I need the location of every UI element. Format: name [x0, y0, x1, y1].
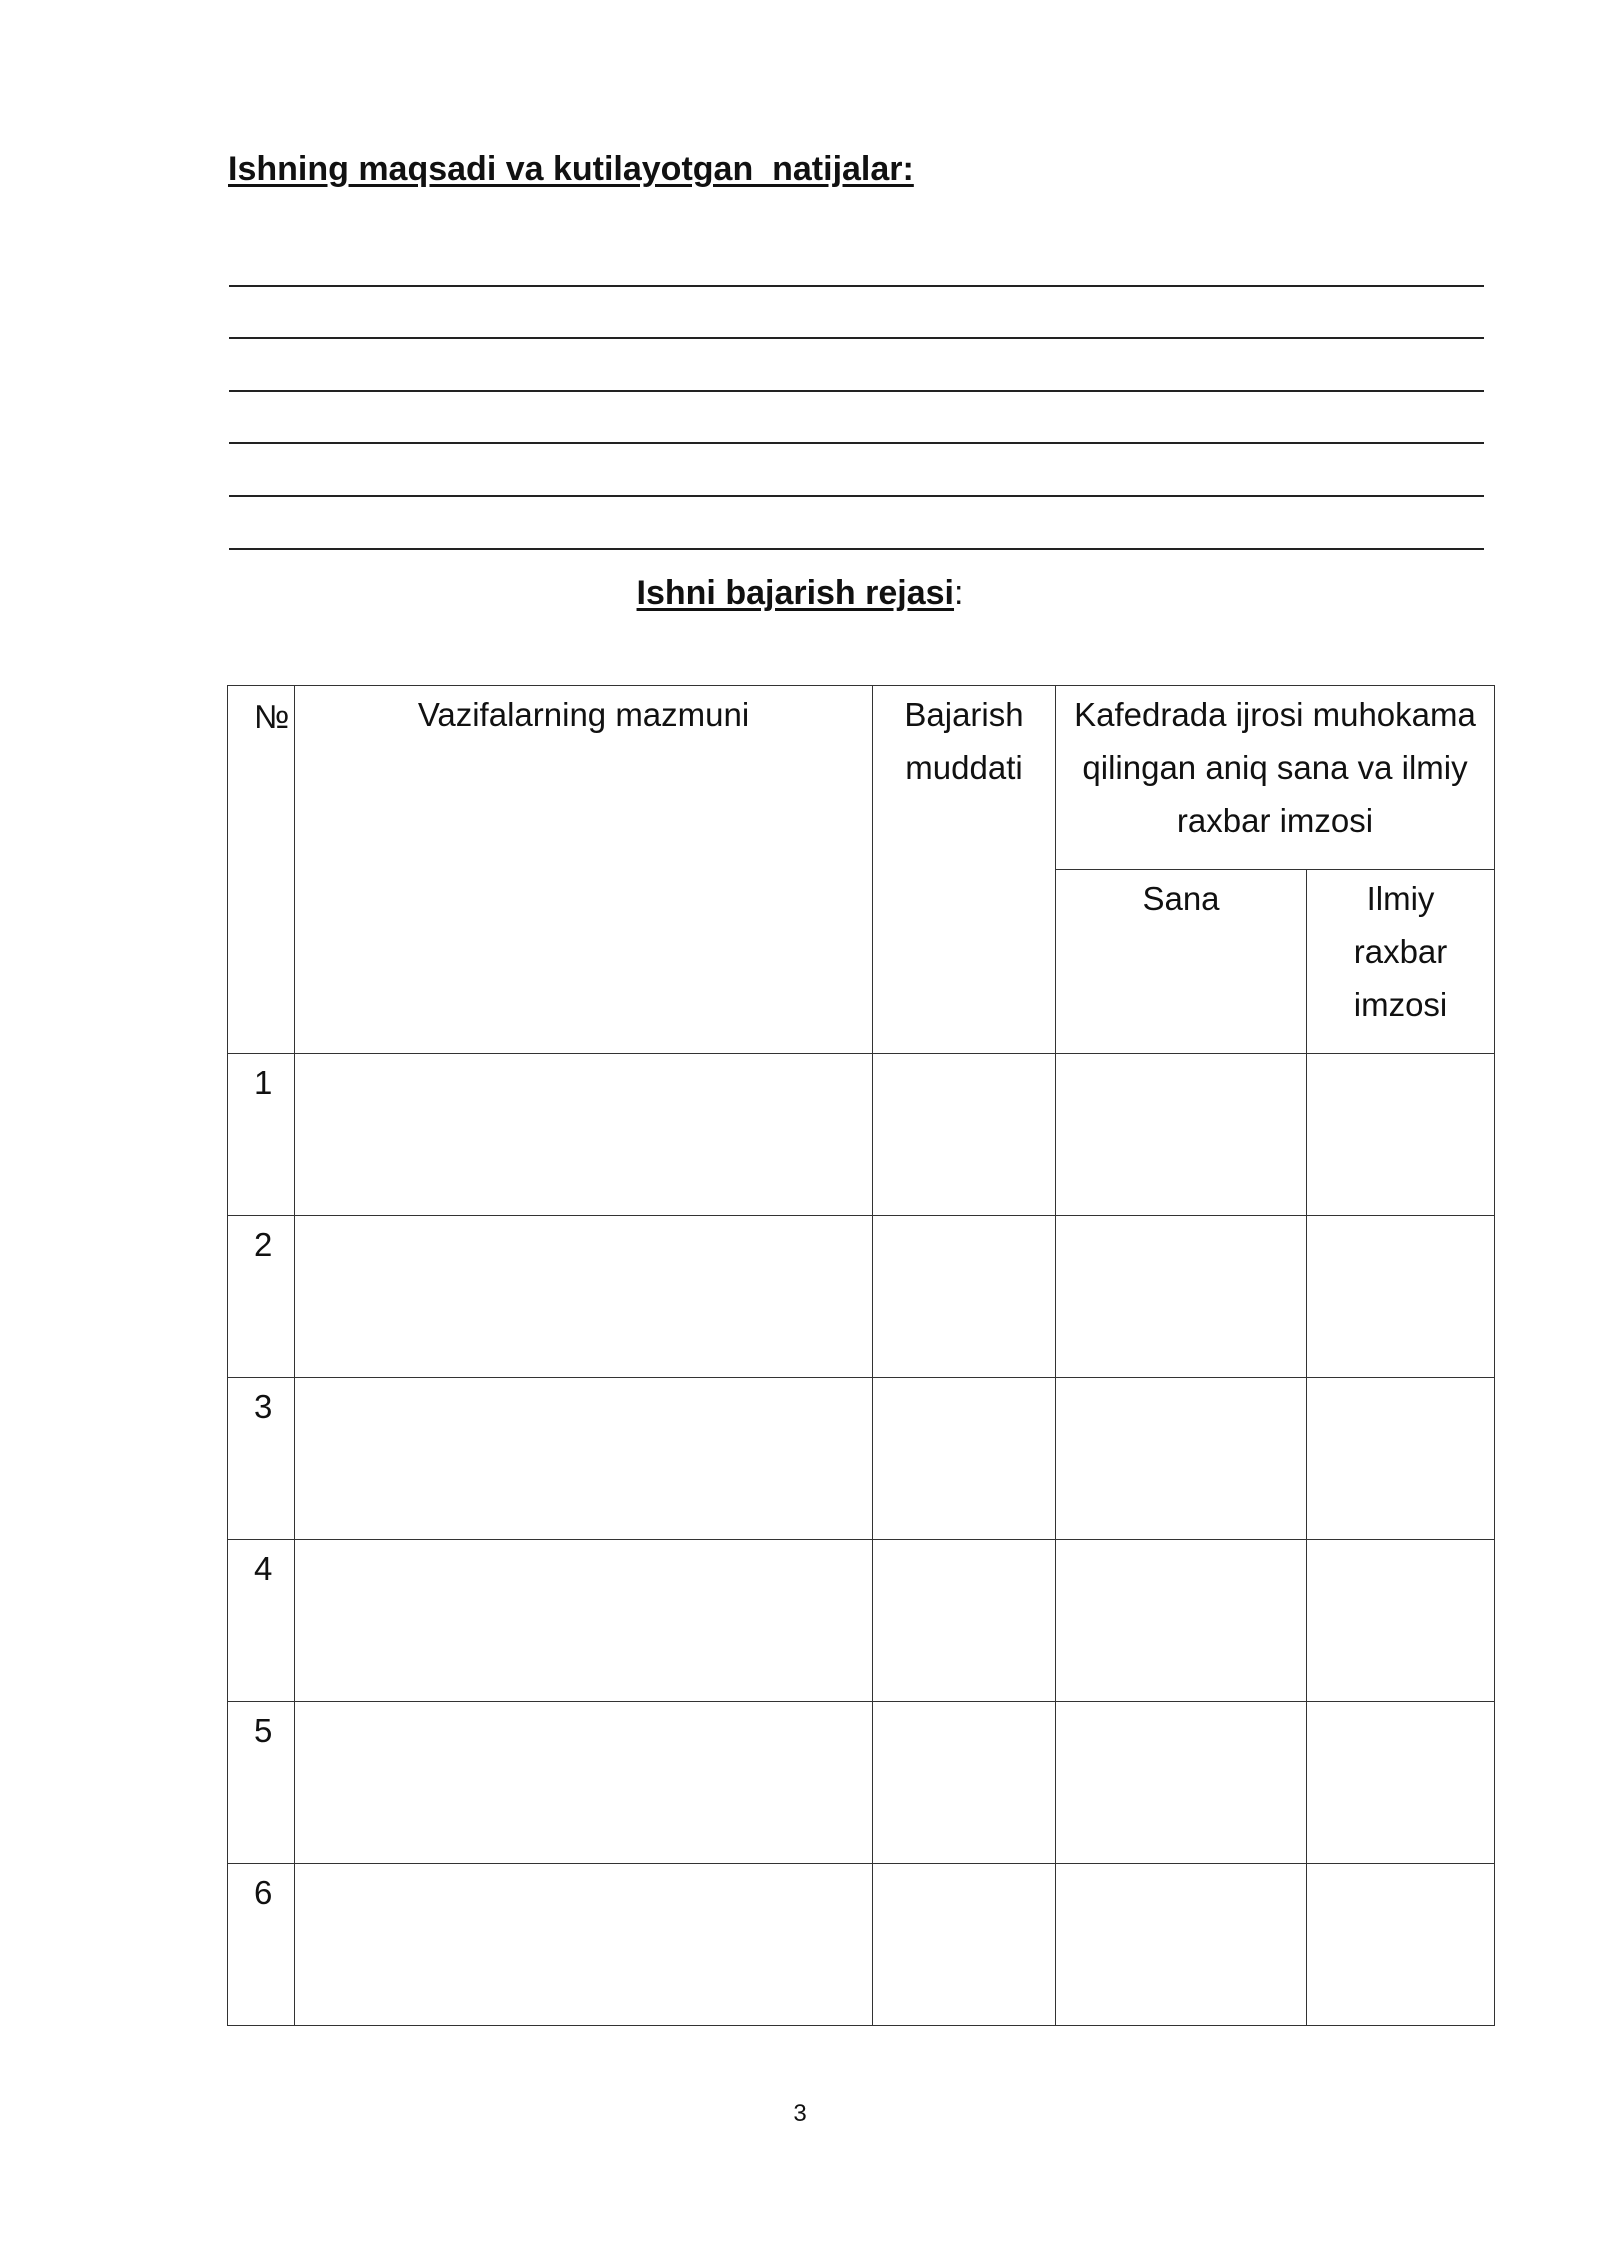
deadline-cell[interactable]: [873, 1216, 1056, 1378]
header-deadline: [873, 686, 1056, 1054]
task-content-cell[interactable]: [295, 1540, 873, 1702]
signature-cell[interactable]: [1307, 1378, 1495, 1540]
date-cell[interactable]: [1056, 1054, 1307, 1216]
deadline-cell[interactable]: [873, 1864, 1056, 2026]
table-row: [228, 1054, 1495, 1216]
deadline-cell[interactable]: [873, 1540, 1056, 1702]
blank-line: [229, 339, 1484, 392]
header-deadline-label: Bajarish muddati: [904, 696, 1024, 786]
header-number: [228, 686, 295, 1054]
header-signature-label: Ilmiy raxbar imzosi: [1353, 880, 1448, 1023]
plan-table: [227, 685, 1495, 2026]
signature-cell[interactable]: [1307, 1216, 1495, 1378]
row-number: 2: [228, 1216, 295, 1378]
signature-cell[interactable]: [1307, 1054, 1495, 1216]
date-cell[interactable]: [1056, 1864, 1307, 2026]
header-content-label: Vazifalarning mazmuni: [417, 696, 750, 733]
header-content: [295, 686, 873, 1054]
task-content-cell[interactable]: [295, 1216, 873, 1378]
goals-blank-lines: [229, 234, 1484, 550]
deadline-cell[interactable]: [873, 1702, 1056, 1864]
row-number: 3: [228, 1378, 295, 1540]
date-cell[interactable]: [1056, 1216, 1307, 1378]
table-row: [228, 1702, 1495, 1864]
date-cell[interactable]: [1056, 1702, 1307, 1864]
plan-heading-suffix: :: [954, 574, 964, 612]
signature-cell[interactable]: [1307, 1540, 1495, 1702]
header-discussion: [1056, 686, 1495, 870]
blank-line: [229, 287, 1484, 340]
task-content-cell[interactable]: [295, 1054, 873, 1216]
date-cell[interactable]: [1056, 1540, 1307, 1702]
deadline-cell[interactable]: [873, 1378, 1056, 1540]
signature-cell[interactable]: [1307, 1702, 1495, 1864]
blank-line: [229, 444, 1484, 497]
row-number: 6: [228, 1864, 295, 2026]
signature-cell[interactable]: [1307, 1864, 1495, 2026]
header-discussion-label: Kafedrada ijrosi muhokama qilingan aniq sana va ilmiy raxbar imzosi: [1074, 696, 1476, 839]
page-number: 3: [793, 2100, 807, 2127]
date-cell[interactable]: [1056, 1378, 1307, 1540]
table-row: [228, 1864, 1495, 2026]
header-date-label: Sana: [1142, 880, 1220, 917]
blank-line: [229, 497, 1484, 550]
table-row: [228, 1540, 1495, 1702]
task-content-cell[interactable]: [295, 1702, 873, 1864]
plan-heading-title: Ishni bajarish rejasi: [636, 574, 955, 612]
header-date: [1056, 870, 1307, 1054]
deadline-cell[interactable]: [873, 1054, 1056, 1216]
plan-heading: [0, 574, 1600, 613]
row-number: 1: [228, 1054, 295, 1216]
table-row: [228, 1378, 1495, 1540]
task-content-cell[interactable]: [295, 1378, 873, 1540]
header-signature: [1307, 870, 1495, 1054]
task-content-cell[interactable]: [295, 1864, 873, 2026]
table-header-row: [228, 686, 1495, 870]
table-row: [228, 1216, 1495, 1378]
blank-line: [229, 392, 1484, 445]
row-number: 4: [228, 1540, 295, 1702]
goals-heading: Ishning maqsadi va kutilayotgan natijalar:: [228, 150, 914, 188]
row-number: 5: [228, 1702, 295, 1864]
blank-line: [229, 234, 1484, 287]
header-number-label: №: [254, 698, 290, 735]
